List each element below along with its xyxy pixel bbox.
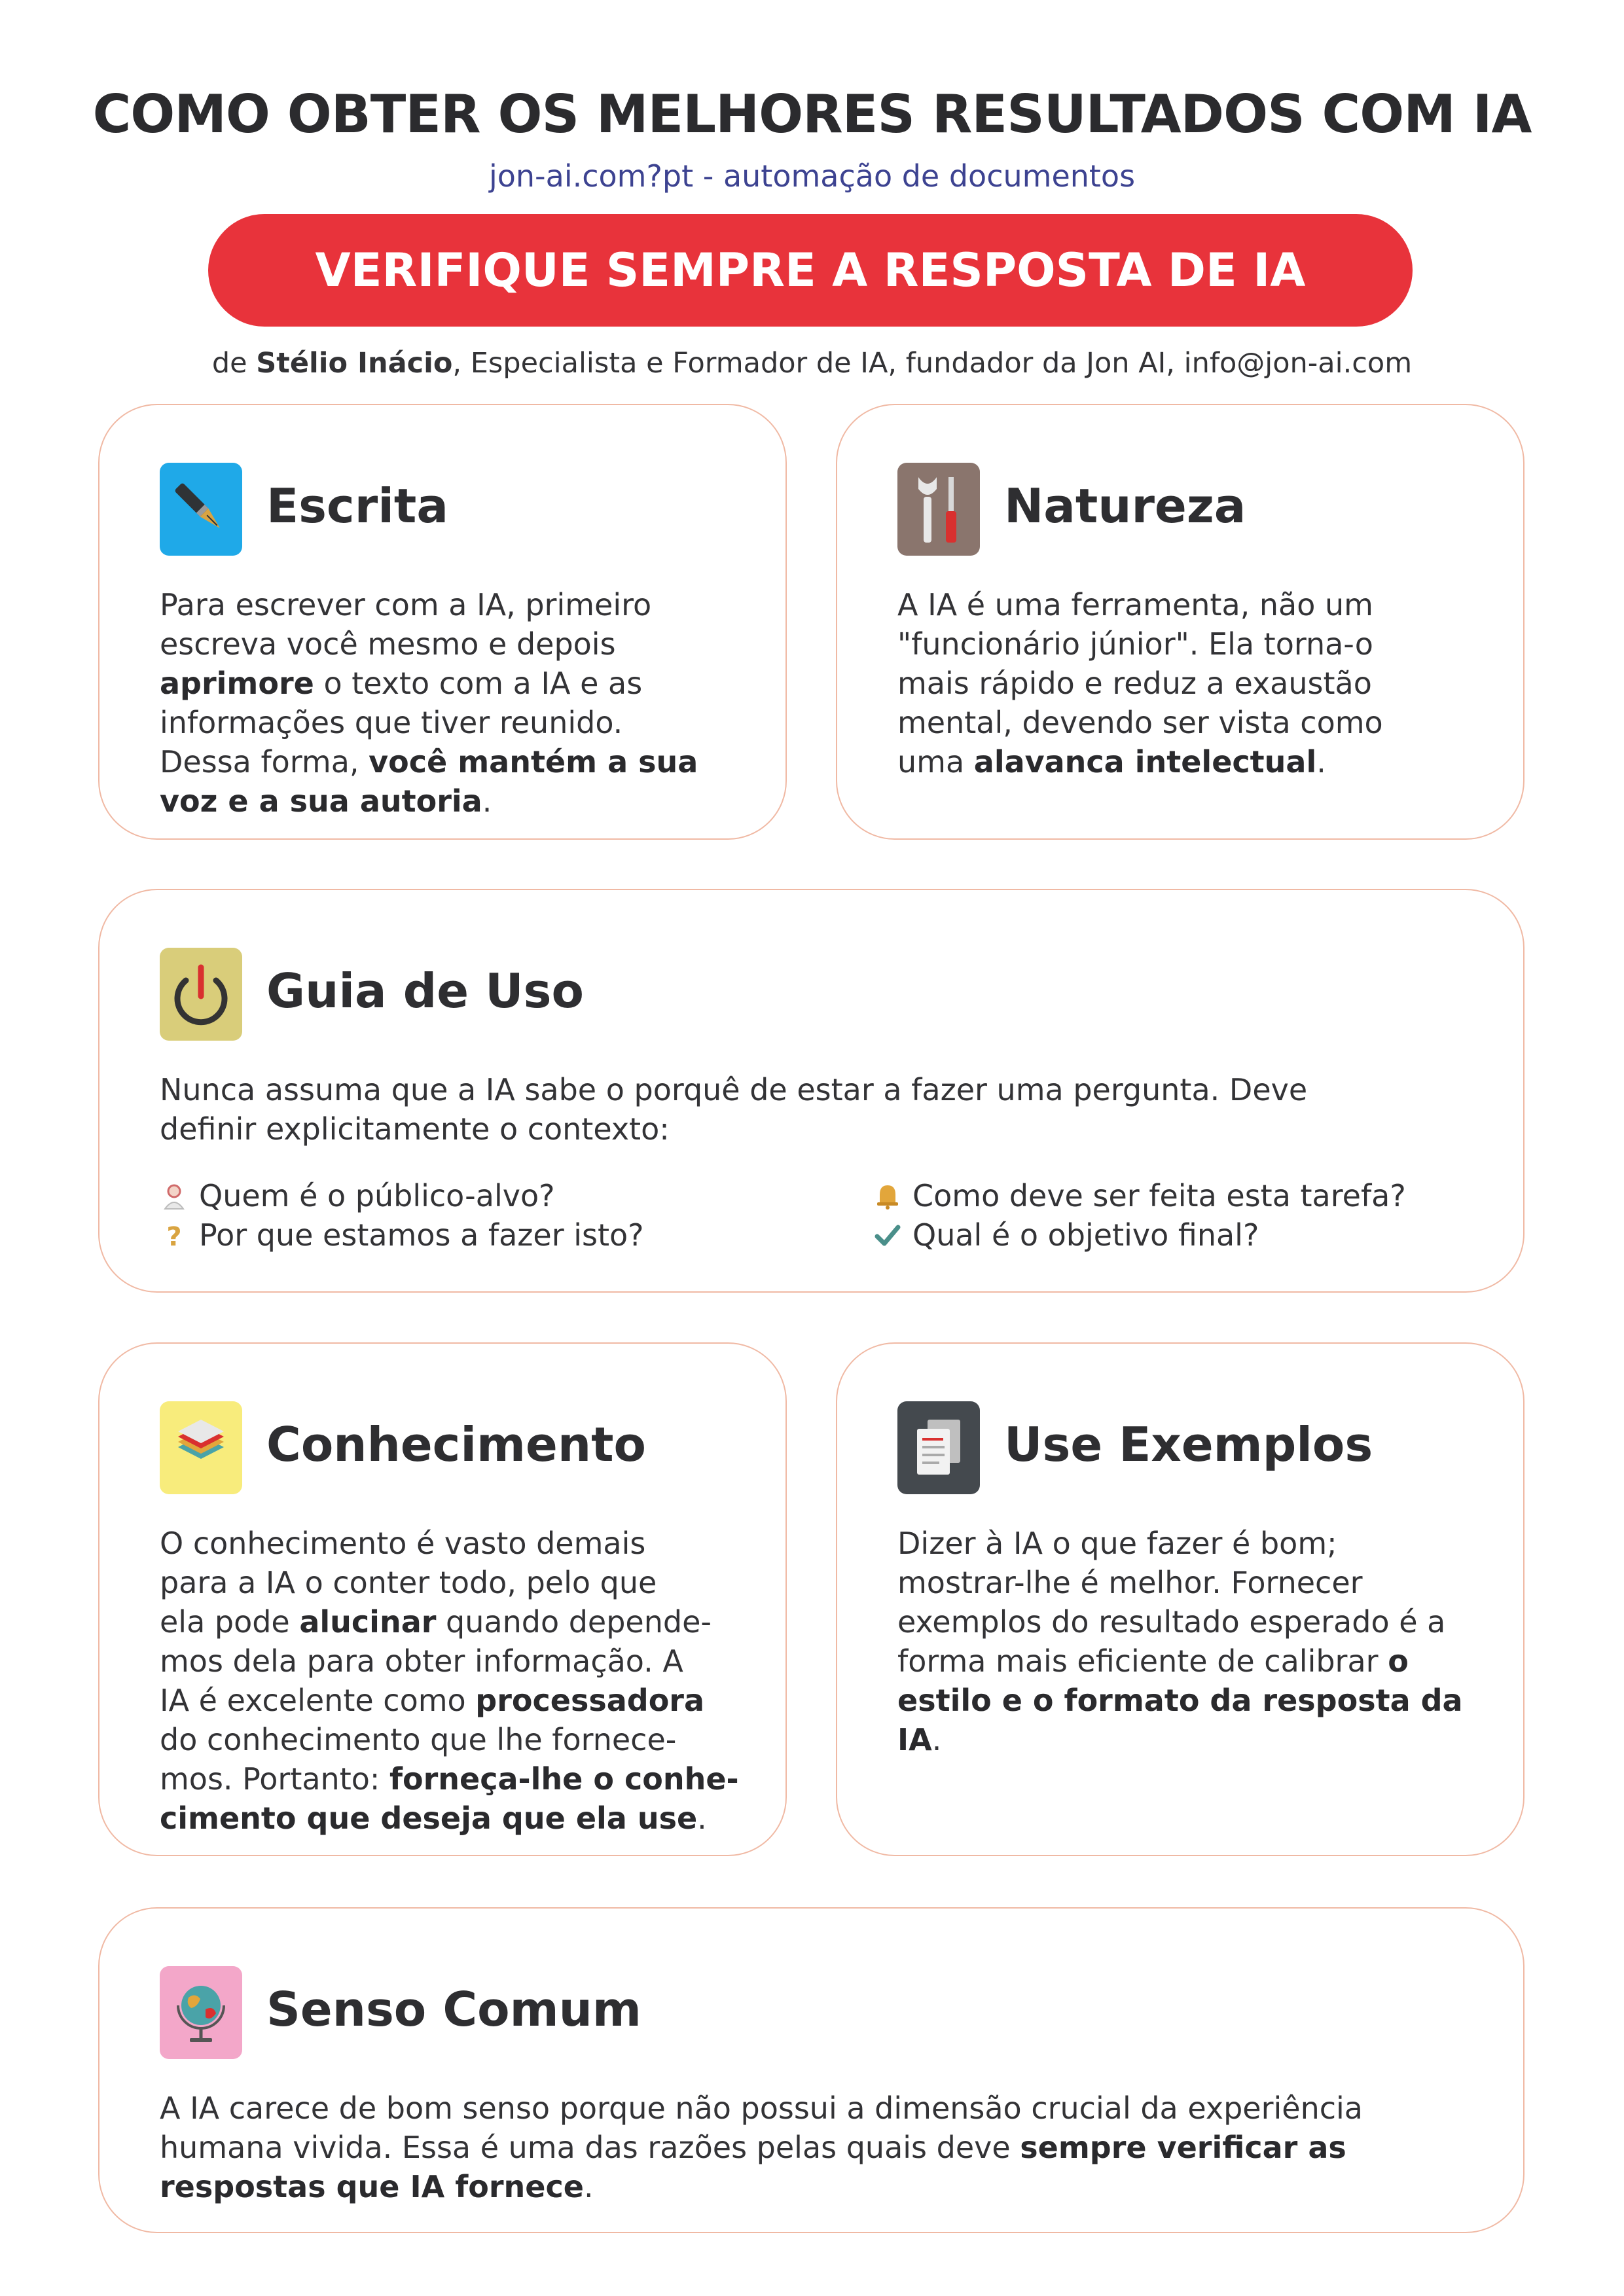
- body-line: do conhecimento que lhe fornece-: [160, 1722, 677, 1757]
- body-line: para a IA o conter todo, pelo que: [160, 1565, 657, 1600]
- bold-text: estilo e o formato da resposta da: [897, 1683, 1463, 1718]
- tools-icon: [897, 463, 980, 556]
- bold-text: cimento que deseja que ela use: [160, 1801, 698, 1836]
- bold-text: aprimore: [160, 666, 314, 701]
- globe-icon: [160, 1966, 242, 2059]
- card-title: Senso Comum: [266, 1982, 641, 2037]
- card-body: [160, 1070, 1307, 1149]
- bold-text: alucinar: [299, 1604, 437, 1640]
- byline-rest: , Especialista e Formador de IA, fundador da Jon AI, info@jon-ai.com: [452, 347, 1413, 380]
- card-body: [897, 585, 1383, 781]
- text: .: [583, 2169, 594, 2204]
- body-line: [160, 664, 698, 703]
- svg-text:?: ?: [166, 1222, 182, 1249]
- card-title: Escrita: [266, 478, 448, 533]
- card-title: Use Exemplos: [1004, 1417, 1373, 1472]
- card-conhecimento: [98, 1342, 787, 1856]
- card-body: [160, 1524, 739, 1838]
- body-line: mental, devendo ser vista como: [897, 705, 1383, 740]
- text: Dessa forma,: [160, 744, 369, 780]
- body-line: "funcionário júnior". Ela torna-o: [897, 626, 1373, 662]
- text: mos. Portanto:: [160, 1761, 389, 1797]
- layers-icon: [160, 1401, 242, 1494]
- banner-text: VERIFIQUE SEMPRE A RESPOSTA DE IA: [315, 243, 1306, 297]
- byline: [0, 347, 1624, 380]
- body-line: [897, 1641, 1463, 1681]
- bold-text: forneça-lhe o conhe-: [389, 1761, 739, 1797]
- bold-text: alavanca intelectual: [973, 744, 1317, 780]
- question-text: Qual é o objetivo final?: [912, 1217, 1259, 1253]
- fountain-pen-icon: [160, 463, 242, 556]
- card-body: [897, 1524, 1463, 1759]
- body-line: mos dela para obter informação. A: [160, 1643, 683, 1679]
- headline-banner: [208, 214, 1413, 327]
- card-title: Guia de Uso: [266, 963, 584, 1018]
- body-line: informações que tiver reunido.: [160, 705, 623, 740]
- text: ela pode: [160, 1604, 300, 1640]
- body-line: [160, 1602, 739, 1641]
- body-line: [160, 1799, 739, 1838]
- body-line: Para escrever com a IA, primeiro: [160, 587, 652, 622]
- question-item: [160, 1217, 644, 1253]
- body-line: [897, 1720, 1463, 1759]
- text: .: [482, 783, 492, 819]
- question-list: [160, 1178, 1462, 1263]
- body-line: A IA carece de bom senso porque não possui a dimensão crucial da experiência: [160, 2090, 1363, 2126]
- byline-prefix: de: [211, 347, 257, 380]
- question-item: [873, 1178, 1406, 1213]
- body-line: Nunca assuma que a IA sabe o porquê de estar a fazer uma pergunta. Deve: [160, 1072, 1308, 1107]
- bold-text: sempre verificar as: [1020, 2130, 1346, 2165]
- checkmark-icon: [873, 1221, 902, 1249]
- byline-author: Stélio Inácio: [256, 347, 453, 380]
- body-line: O conhecimento é vasto demais: [160, 1526, 646, 1561]
- power-icon: [160, 948, 242, 1041]
- bell-icon: [873, 1181, 902, 1210]
- card-body: [160, 2089, 1363, 2206]
- body-line: A IA é uma ferramenta, não um: [897, 587, 1373, 622]
- text: uma: [897, 744, 974, 780]
- body-line: mais rápido e reduz a exaustão: [897, 666, 1372, 701]
- body-line: [160, 781, 698, 821]
- text: forma mais eficiente de calibrar: [897, 1643, 1388, 1679]
- text: IA é excelente como: [160, 1683, 476, 1718]
- question-item: [160, 1178, 555, 1213]
- body-line: [160, 2167, 1363, 2206]
- body-line: exemplos do resultado esperado é a: [897, 1604, 1446, 1640]
- documents-icon: [897, 1401, 980, 1494]
- card-senso-comum: [98, 1907, 1525, 2233]
- card-title: Conhecimento: [266, 1417, 647, 1472]
- person-icon: [160, 1181, 189, 1210]
- body-line: Dizer à IA o que fazer é bom;: [897, 1526, 1337, 1561]
- body-line: [160, 1681, 739, 1720]
- body-line: [160, 1759, 739, 1799]
- question-text: Como deve ser feita esta tarefa?: [912, 1178, 1406, 1213]
- text: .: [931, 1722, 942, 1757]
- bold-text: processadora: [475, 1683, 705, 1718]
- card-guia-de-uso: [98, 889, 1525, 1293]
- card-use-exemplos: [836, 1342, 1525, 1856]
- bold-text: o: [1388, 1643, 1409, 1679]
- text: o texto com a IA e as: [314, 666, 643, 701]
- text: humana vivida. Essa é uma das razões pelas quais deve: [160, 2130, 1020, 2165]
- bold-text: você mantém a sua: [369, 744, 698, 780]
- body-line: [160, 742, 698, 781]
- bold-text: respostas que IA fornece: [160, 2169, 584, 2204]
- text: quando depende-: [436, 1604, 712, 1640]
- question-item: [873, 1217, 1259, 1253]
- card-natureza: [836, 404, 1525, 840]
- body-line: definir explicitamente o contexto:: [160, 1111, 670, 1147]
- text: .: [697, 1801, 707, 1836]
- body-line: mostrar-lhe é melhor. Fornecer: [897, 1565, 1363, 1600]
- question-text: Por que estamos a fazer isto?: [199, 1217, 644, 1253]
- card-escrita: [98, 404, 787, 840]
- bold-text: IA: [897, 1722, 932, 1757]
- body-line: escreva você mesmo e depois: [160, 626, 616, 662]
- page-subtitle: jon-ai.com?pt - automação de documentos: [488, 158, 1136, 194]
- question-text: Quem é o público-alvo?: [199, 1178, 555, 1213]
- page-title: COMO OBTER OS MELHORES RESULTADOS COM IA: [92, 84, 1532, 145]
- text: .: [1316, 744, 1326, 780]
- body-line: [897, 1681, 1463, 1720]
- body-line: [160, 2128, 1363, 2167]
- card-title: Natureza: [1004, 478, 1246, 533]
- body-line: [897, 742, 1383, 781]
- bold-text: voz e a sua autoria: [160, 783, 482, 819]
- question-icon: [160, 1221, 189, 1249]
- card-body: [160, 585, 698, 821]
